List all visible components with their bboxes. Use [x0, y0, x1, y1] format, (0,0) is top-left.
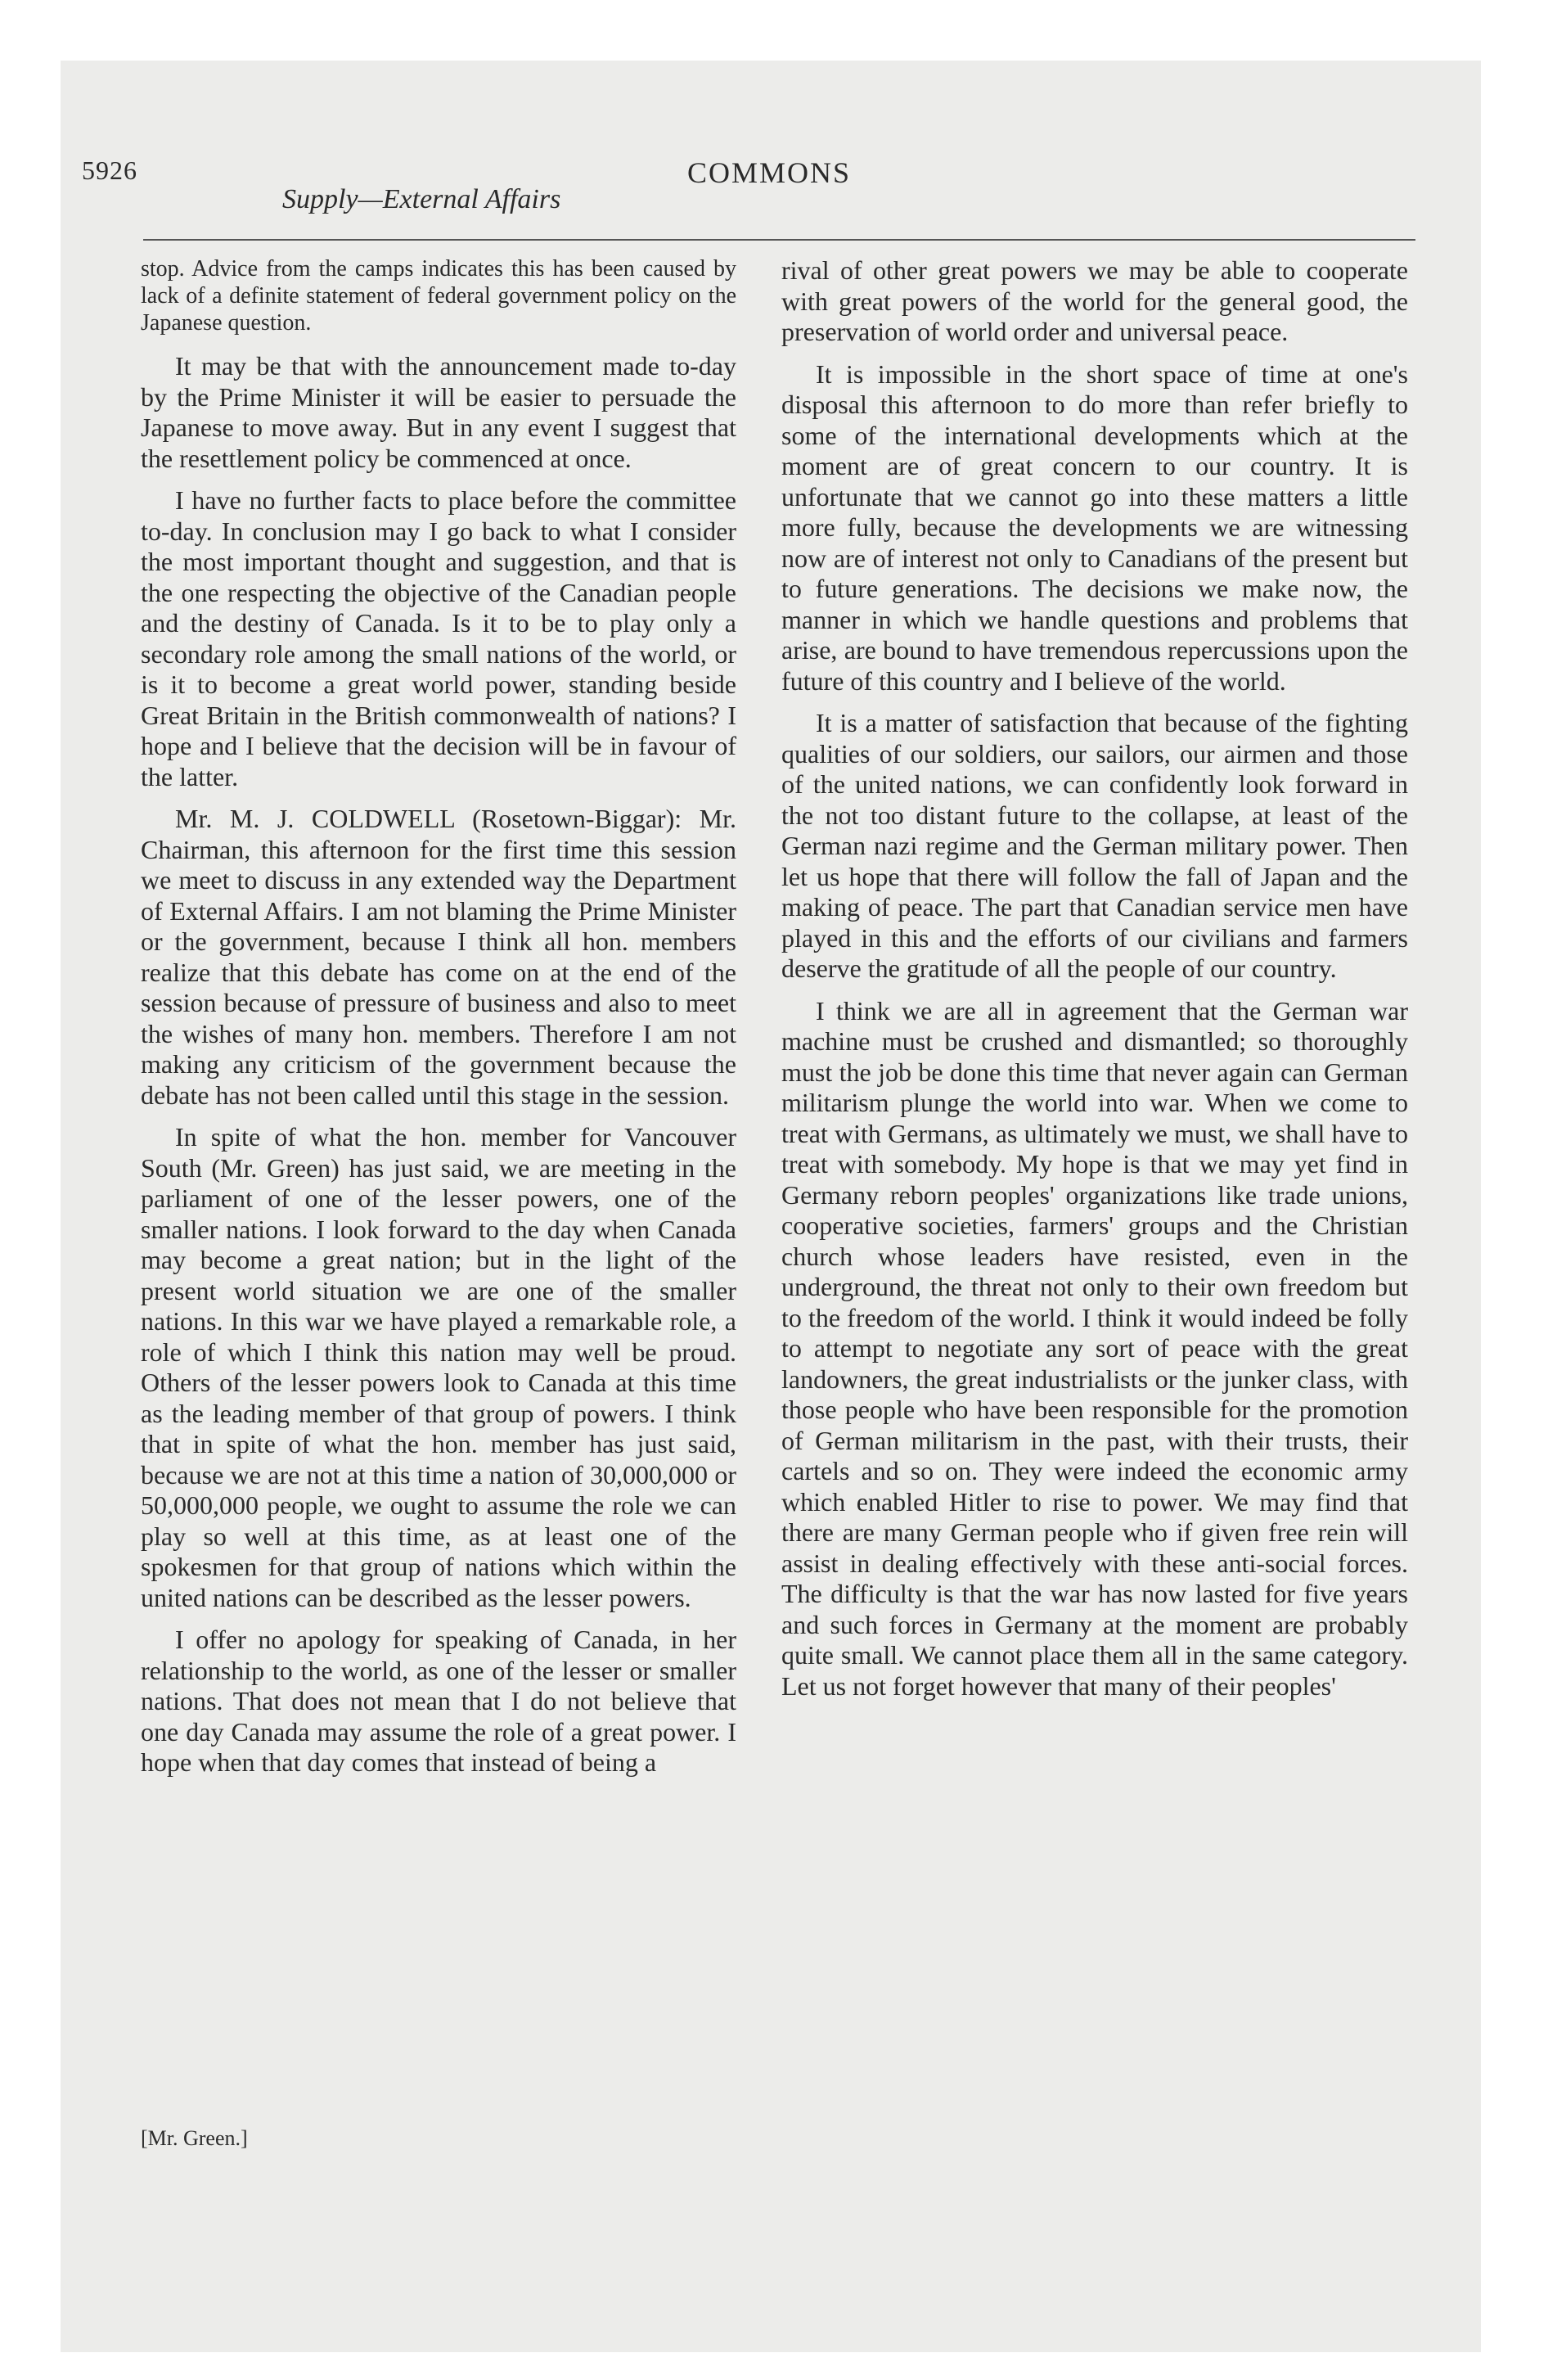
page-number: 5926	[82, 156, 137, 185]
paragraph: I offer no apology for speaking of Canada, in her relationship to the world, as one of the lesser or smaller nations. That does not mean that I do not believe that one day Canada may assume the role of a great power. I hope when that day comes that instead of being a	[141, 1625, 736, 1777]
paragraph: It is a matter of satisfaction that because of the fighting qualities of our soldiers, our sailors, our airmen and those of the united nations, we can confidently look forward in the not too distant future to the collapse, at least of the German nazi regime and the German military power. Then let us hope that there will follow the fall of Japan and the making of peace. The part that Canadian service men have played in this and the efforts of our civilians and farmers deserve the gratitude of all the people of our country.	[781, 708, 1408, 983]
left-column	[141, 255, 736, 1790]
paragraph: It is impossible in the short space of time at one's disposal this afternoon to do more than refer briefly to some of the international developments which at the moment are of great concern to our country. It is unfortunate that we cannot go into these matters a little more fully, because the developments we are witnessing now are of interest not only to Canadians of the present but to future generations. The decisions we make now, the manner in which we handle questions and problems that arise, are bound to have tremendous repercussions upon the future of this country and I believe of the world.	[781, 358, 1408, 696]
header-rule	[143, 239, 1415, 241]
paragraph: It may be that with the announcement made to-day by the Prime Minister it will be easier to persuade the Japanese to move away. But in any event I suggest that the resettlement policy be commenced at once.	[141, 351, 736, 473]
speaker-footnote: [Mr. Green.]	[141, 2126, 248, 2150]
running-header-subtitle: Supply—External Affairs	[282, 184, 561, 214]
paragraph: rival of other great powers we may be able to cooperate with great powers of the world for the general good, the preservation of world order and universal peace.	[781, 255, 1408, 346]
paragraph: In spite of what the hon. member for Vancouver South (Mr. Green) has just said, we are meeting in the parliament of one of the lesser powers, one of the smaller nations. I look forward to the day when Canada may become a great nation; but in the light of the present world situation we are one of the smaller nations. In this war we have played a remarkable role, a role of which I think this nation may well be proud. Others of the lesser powers look to Canada at this time as the leading member of that group of powers. I think that in spite of what the hon. member has just said, because we are not at this time a nation of 30,000,000 or 50,000,000 people, we ought to assume the role we can play so well at this time, as at least one of the spokesmen for that group of nations which within the united nations can be described as the lesser powers.	[141, 1122, 736, 1612]
right-column	[781, 255, 1408, 1713]
paragraph: I have no further facts to place before the committee to-day. In conclusion may I go back to what I consider the most important thought and suggestion, and that is the one respecting the objective of the Canadian people and the destiny of Canada. Is it to be to play only a secondary role among the small nations of the world, or is it to become a great world power, standing beside Great Britain in the British commonwealth of nations? I hope and I believe that the decision will be in favour of the latter.	[141, 485, 736, 791]
paragraph: stop. Advice from the camps indicates this has been caused by lack of a definite statement of federal government policy on the Japanese question.	[141, 256, 736, 336]
speech-paragraph: Mr. M. J. COLDWELL (Rosetown-Biggar): Mr. Chairman, this afternoon for the first time this session we meet to discuss in any extended way the Department of External Affairs. I am not blaming the Prime Minister or the government, because I think all hon. members realize that this debate has come on at the end of the session because of pressure of business and also to meet the wishes of many hon. members. Therefore I am not making any criticism of the government because the debate has not been called until this stage in the session.	[141, 804, 736, 1110]
paragraph: I think we are all in agreement that the German war machine must be crushed and dismantled; so thoroughly must the job be done this time that never again can German militarism plunge the world into war. When we come to treat with Germans, as ultimately we must, we shall have to treat with somebody. My hope is that we may yet find in Germany reborn peoples' organizations like trade unions, cooperative societies, farmers' groups and the Christian church whose leaders have resisted, even in the underground, the threat not only to their own freedom but to the freedom of the world. I think it would indeed be folly to attempt to negotiate any sort of peace with the great landowners, the great industrialists or the junker class, with those people who have been responsible for the promotion of German militarism in the past, with their trusts, their cartels and so on. They were indeed the economic army which enabled Hitler to rise to power. We may find that there are many German people who if given free rein will assist in dealing effectively with these anti-social forces. The difficulty is that the war has now lasted for five years and such forces in Germany at the moment are probably quite small. We cannot place them all in the same category. Let us not forget however that many of their peoples'	[781, 995, 1408, 1701]
running-header-title: COMMONS	[687, 156, 852, 189]
